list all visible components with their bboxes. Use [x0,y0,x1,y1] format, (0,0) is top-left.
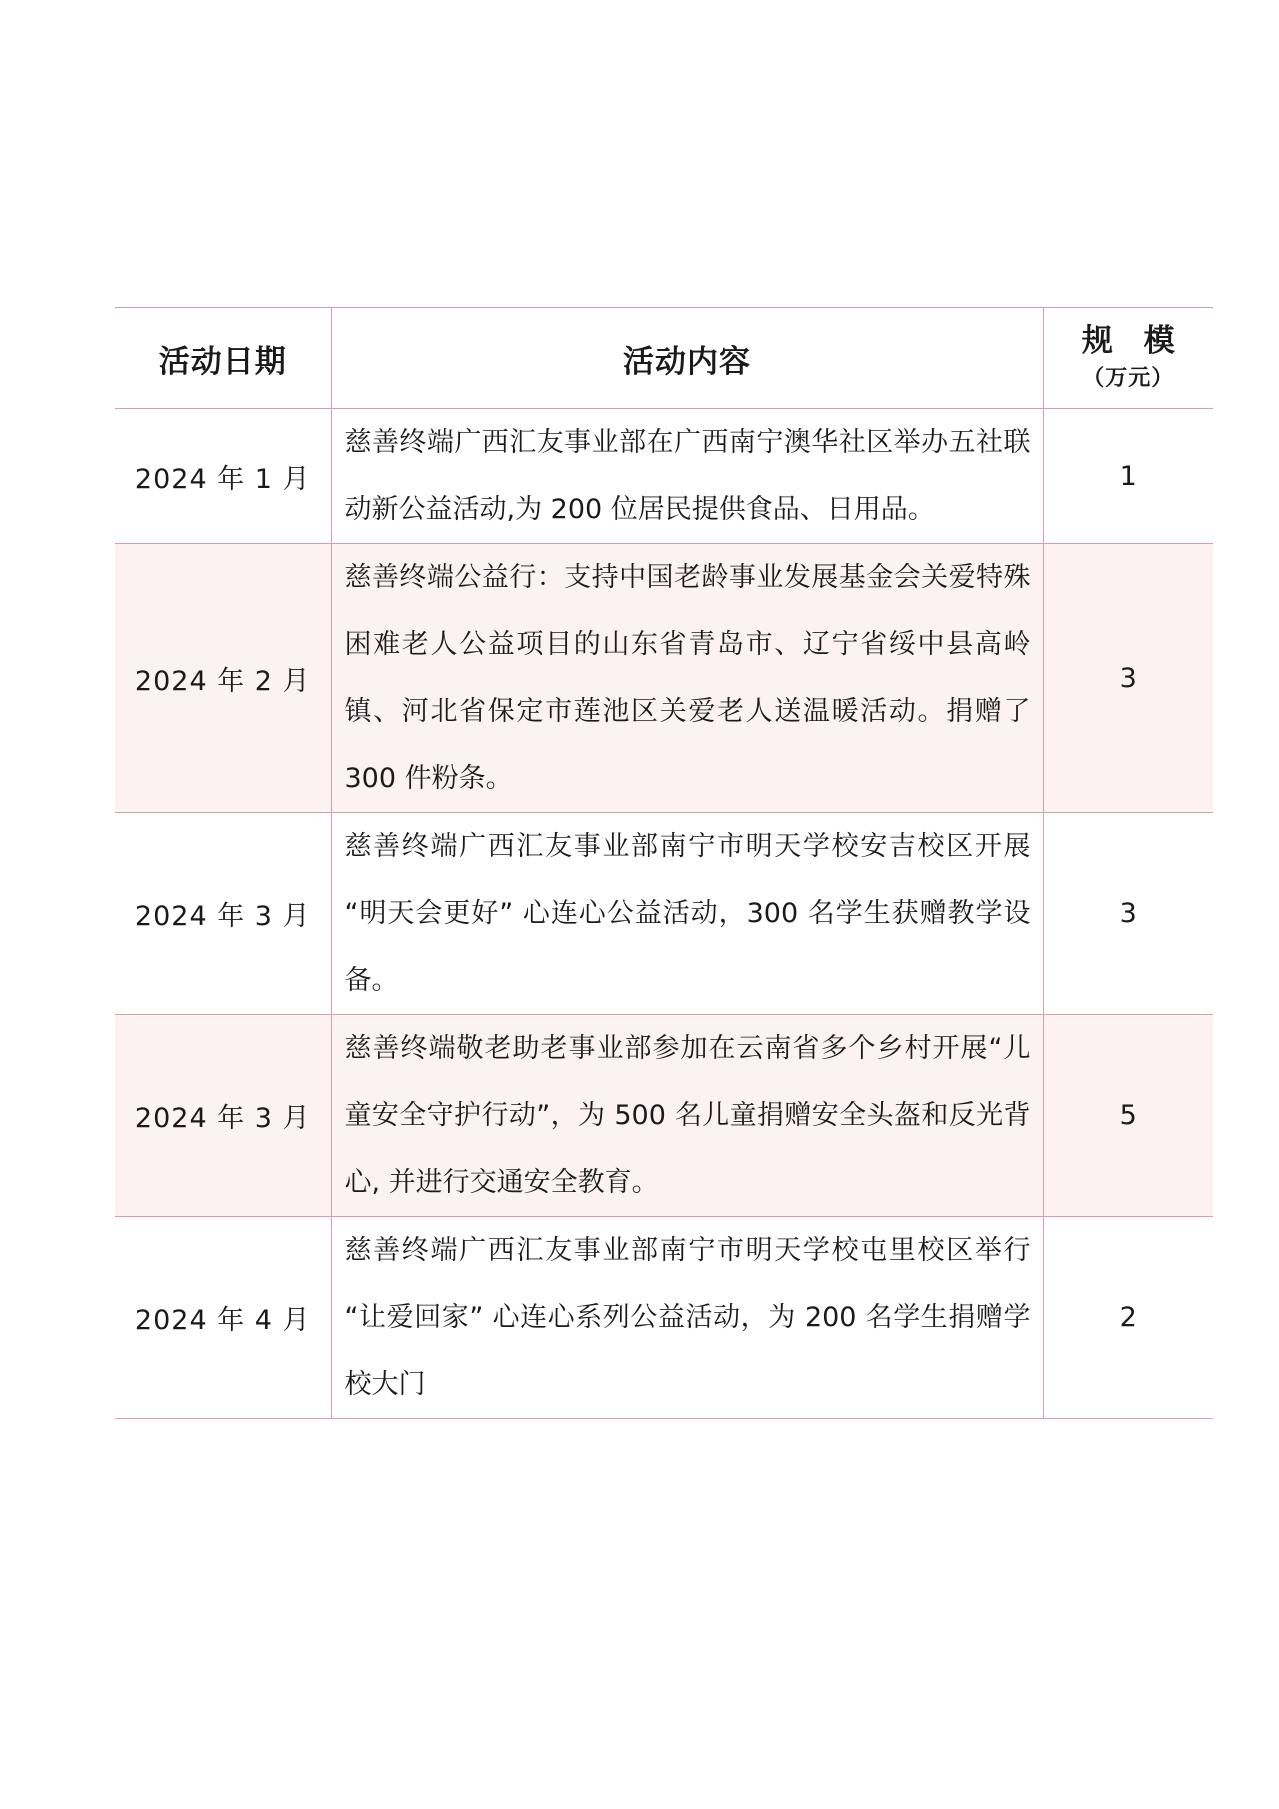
row-scale: 2 [1043,1217,1213,1419]
table-row [115,1217,1213,1419]
row-content: 慈善终端广西汇友事业部南宁市明天学校安吉校区开展 “明天会更好” 心连心公益活动，300 名学生获赠教学设备。 [331,813,1043,1015]
activity-table-container [115,307,1213,1419]
row-scale: 3 [1043,813,1213,1015]
header-scale-label: 规 模 [1081,323,1185,359]
row-date: 2024 年 4 月 [115,1217,331,1419]
row-content: 慈善终端公益行：支持中国老龄事业发展基金会关爱特殊困难老人公益项目的山东省青岛市、辽宁省绥中县高岭镇、河北省保定市莲池区关爱老人送温暖活动。捐赠了 300 件粉条。 [331,544,1043,813]
table-row [115,409,1213,544]
row-date: 2024 年 3 月 [115,1015,331,1217]
row-date: 2024 年 2 月 [115,544,331,813]
header-date: 活动日期 [115,308,331,409]
table-row [115,1015,1213,1217]
row-date: 2024 年 1 月 [115,409,331,544]
row-content: 慈善终端广西汇友事业部在广西南宁澳华社区举办五社联动新公益活动,为 200 位居民提供食品、日用品。 [331,409,1043,544]
table-row [115,813,1213,1015]
table-row [115,544,1213,813]
header-scale-unit: （万元） [1082,366,1175,391]
table-body [115,409,1213,1419]
row-content: 慈善终端广西汇友事业部南宁市明天学校屯里校区举行 “让爱回家” 心连心系列公益活动，为 200 名学生捐赠学校大门 [331,1217,1043,1419]
table-header [115,308,1213,409]
row-scale: 3 [1043,544,1213,813]
row-date: 2024 年 3 月 [115,813,331,1015]
header-scale [1043,308,1213,409]
row-content: 慈善终端敬老助老事业部参加在云南省多个乡村开展“儿童安全守护行动”，为 500 名儿童捐赠安全头盔和反光背心, 并进行交通安全教育。 [331,1015,1043,1217]
row-scale: 5 [1043,1015,1213,1217]
header-row [115,308,1213,409]
header-content: 活动内容 [331,308,1043,409]
row-scale: 1 [1043,409,1213,544]
activity-table [115,307,1213,1419]
